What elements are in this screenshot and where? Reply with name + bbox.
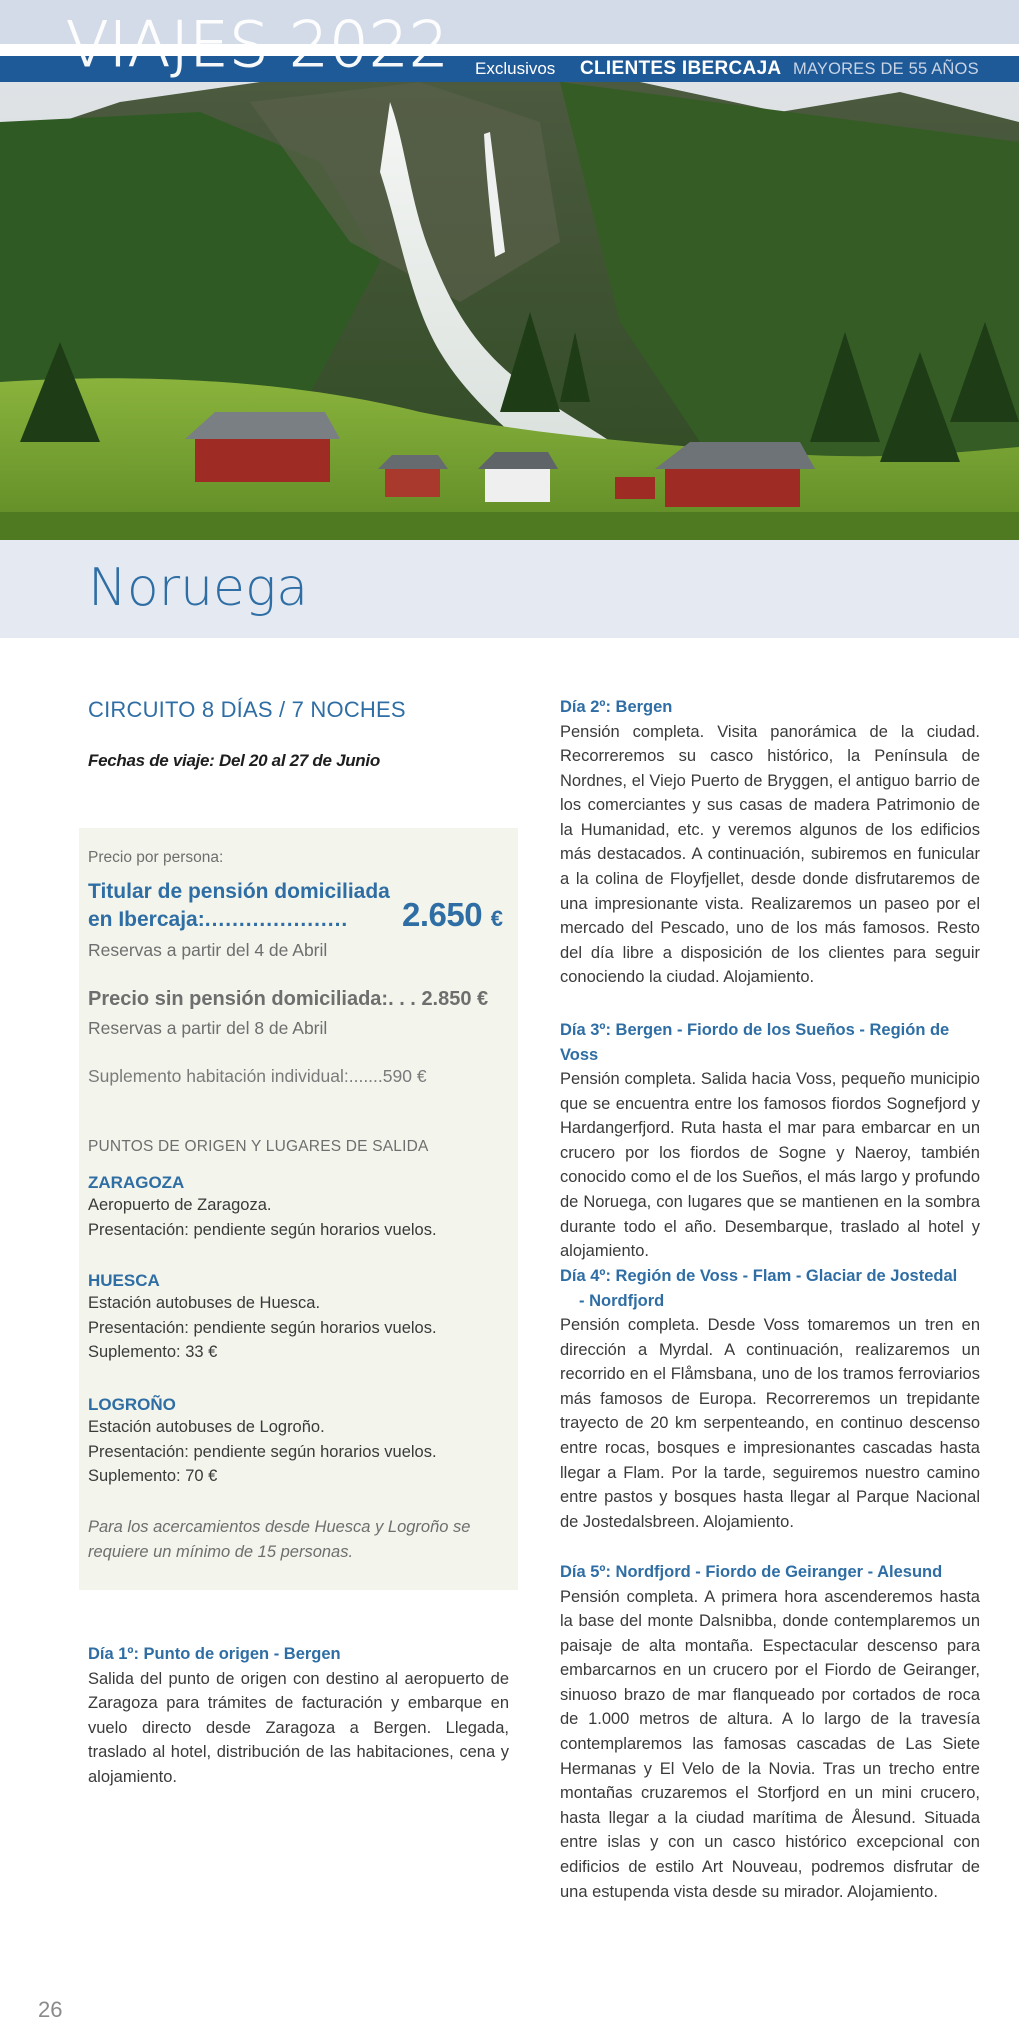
single-supplement-line — [88, 1066, 427, 1087]
reservation-date-2: Reservas a partir del 8 de Abril — [88, 1018, 328, 1038]
day-heading-continued — [560, 1289, 980, 1314]
origin-line: Presentación: pendiente según horarios vuelos. — [88, 1318, 437, 1337]
day-text: Pensión completa. Desde Voss tomaremos un tren en dirección a Myrdal. A continuación, realizaremos un recorrido en el Flåmsbana, uno de los tramos ferroviarios más famosos de Europa. Recorreremos un trepidante trayecto de 20 km serpenteando, en continuo descenso entre rocas, bosques e impresionantes cascadas hasta llegar a Flam. Por la tarde, seguiremos nuestro camino entre pastos y bosques hasta llegar al Parque Nacional de Jostedalsbreen. Alojamiento. — [560, 1316, 980, 1531]
day-text: Salida del punto de origen con destino al aeropuerto de Zaragoza para trámites de facturación y embarque en vuelo directo desde Zaragoza a Bergen. Llegada, traslado al hotel, distribución de las habitaciones, cena y alojamiento. — [88, 1669, 509, 1786]
price-per-person-label: Precio por persona: — [88, 849, 224, 866]
day-heading: Día 4º: Región de Voss - Flam - Glaciar de Jostedal — [560, 1267, 958, 1285]
header-mayores: MAYORES DE 55 AÑOS — [793, 60, 979, 78]
origin-city: ZARAGOZA — [88, 1173, 185, 1192]
origin-line: Estación autobuses de Huesca. — [88, 1294, 321, 1312]
leader-dots: ....... — [348, 1066, 383, 1086]
header-clientes: CLIENTES IBERCAJA — [580, 58, 782, 79]
leader-dots: . . . — [388, 988, 416, 1010]
day-text: Pensión completa. A primera hora ascenderemos hasta la base del monte Dalsnibba, donde contemplaremos un paisaje de alta montaña. Espectacular descenso para embarcarnos en un crucero por el Fiordo de Geiranger, sinuoso brazo de mar flanqueado por cortados de roca de 1.000 metros de altura. A lo largo de la travesía contemplaremos las famosas cascadas de Las Siete Hermanas y El Velo de la Novia. Tras un trecho entre montañas cruzaremos el Storfjord en un mini crucero, hasta llegar a la ciudad marítima de Ålesund. Situada entre islas y con un casco histórico excepcional con edificios de estilo Art Nouveau, podremos disfrutar de una estupenda vista desde su mirador. Alojamiento. — [560, 1587, 980, 1901]
origin-line: Estación autobuses de Logroño. — [88, 1418, 325, 1436]
day-heading: Día 1º: Punto de origen - Bergen — [88, 1645, 341, 1663]
brand-title: VIAJES 2022 — [66, 8, 449, 81]
origin-line: Suplemento: 70 € — [88, 1467, 218, 1485]
day-3 — [560, 1018, 980, 1264]
day-heading: Día 3º: Bergen - Fiordo de los Sueños - Región de Voss — [560, 1021, 950, 1064]
day-4 — [560, 1264, 980, 1534]
origin-logrono — [88, 1395, 437, 1489]
holder-price — [402, 896, 503, 934]
page-number: 26 — [38, 1997, 63, 2022]
day-5 — [560, 1560, 980, 1904]
day-heading: Día 5º: Nordfjord - Fiordo de Geiranger - Alesund — [560, 1563, 943, 1581]
supplement-price: 590 € — [382, 1066, 427, 1086]
no-pension-price-line — [88, 988, 488, 1011]
day-1 — [88, 1642, 509, 1789]
circuit-heading: CIRCUITO 8 DÍAS / 7 NOCHES — [88, 697, 406, 722]
origin-zaragoza — [88, 1173, 437, 1242]
holder-label-line1: Titular de pensión domiciliada — [88, 880, 390, 903]
origin-line: Presentación: pendiente según horarios vuelos. — [88, 1220, 437, 1239]
minimum-people-note: Para los acercamientos desde Huesca y Logroño se requiere un mínimo de 15 personas. — [88, 1518, 471, 1561]
header-exclusivos: Exclusivos — [475, 59, 556, 78]
day-text: Pensión completa. Visita panorámica de la ciudad. Recorreremos su casco histórico, la Península de Nordnes, el Viejo Puerto de Bryggen, el antiguo barrio de los comerciantes y sus casas de madera Patrimonio de la Humanidad, etc. y veremos algunos de los edificios más destacados. A continuación, subiremos en funicular a la colina de Floyfjellet, desde donde disfrutaremos de una impresionante vista. Realizaremos un paseo por el mercado del Pescado, uno de los más famosos. Resto del día libre a disposición de los clientes para seguir conociendo la ciudad. Alojamiento. — [560, 722, 980, 987]
holder-label-text: en Ibercaja: — [88, 908, 205, 931]
day-text: Pensión completa. Salida hacia Voss, pequeño municipio que se encuentra entre los famosos fiordos Sognefjord y Hardangerfjord. Ruta hasta el mar para embarcar en un crucero por los fiordos de Sogne y Naeroy, también conocido como el de los Sueños, el más largo y profundo de Noruega, con lugares que se mantienen en la sombra durante todo el año. Desembarque, traslado al hotel y alojamiento. — [560, 1070, 980, 1261]
holder-price-currency: € — [490, 906, 503, 931]
hero-photo — [0, 82, 1019, 540]
holder-label-line2 — [88, 908, 348, 932]
origin-line: Aeropuerto de Zaragoza. — [88, 1196, 272, 1214]
no-pension-label: Precio sin pensión domiciliada: — [88, 988, 389, 1010]
origin-city: HUESCA — [88, 1271, 160, 1290]
page-title: Noruega — [88, 558, 309, 618]
day-2 — [560, 695, 980, 990]
day-heading: Día 2º: Bergen — [560, 698, 673, 716]
travel-dates: Fechas de viaje: Del 20 al 27 de Junio — [88, 751, 380, 770]
holder-price-value: 2.650 — [402, 896, 483, 933]
reservation-date-1: Reservas a partir del 4 de Abril — [88, 940, 328, 960]
origins-heading: PUNTOS DE ORIGEN Y LUGARES DE SALIDA — [88, 1138, 429, 1155]
origin-line: Presentación: pendiente según horarios vuelos. — [88, 1442, 437, 1461]
origin-line: Suplemento: 33 € — [88, 1343, 218, 1361]
no-pension-price: 2.850 € — [421, 988, 489, 1010]
leader-dots: ..................... — [204, 908, 349, 931]
supplement-label: Suplemento habitación individual: — [88, 1066, 349, 1086]
origin-city: LOGROÑO — [88, 1395, 176, 1414]
day-heading-continuation: - Nordfjord — [579, 1291, 665, 1310]
origin-huesca — [88, 1271, 437, 1365]
